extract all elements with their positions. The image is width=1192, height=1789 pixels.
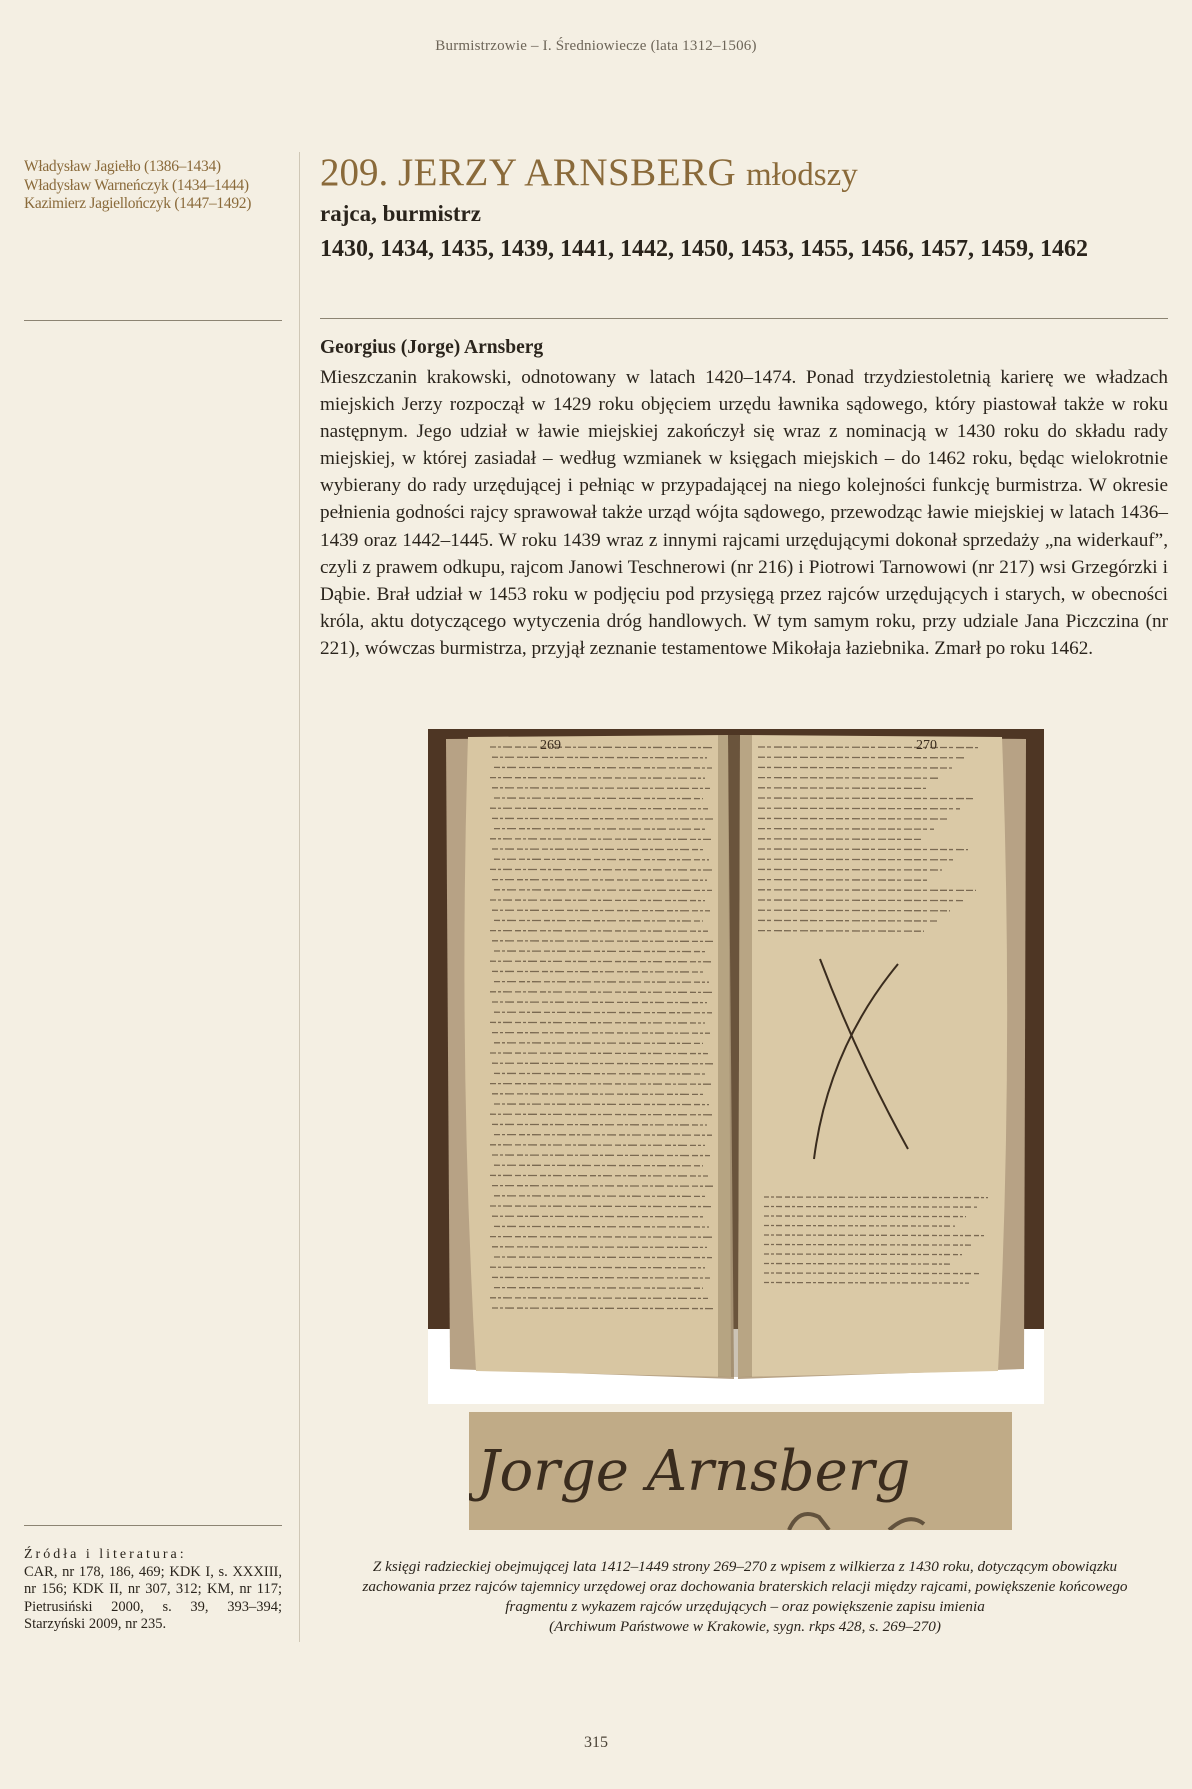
caption-line: fragmentu z wykazem rajców urzędujących – oraz powiększenie zapisu imienia (505, 1598, 985, 1615)
reign-warnenczyk: Władysław Warneńczyk (1434–1444) (24, 176, 249, 194)
signature-text: Jorge Arnsberg (477, 1439, 911, 1504)
sources-rule (24, 1525, 282, 1526)
entry-body: Mieszczanin krakowski, odnotowany w latach 1420–1474. Ponad trzydziestoletnią karierę we władzach miejskich Jerzy rozpoczął w 1429 roku objęciem urzędu ławnika sądowego, który piastował także w roku następnym. Jego udział w ławie miejskiej zakończył się wraz z nominacją w 1430 roku do składu rady miejskiej, w której zasiadał – według wzmianek w księgach miejskich – do 1462 roku, będąc wielokrotnie wybierany do rady urzędującej i pełniąc w przypadającej na niego kolejności funkcję burmistrza. W okresie pełnienia godności rajcy sprawował także urząd wójta sądowego, przewodząc ławie miejskiej w latach 1436–1439 oraz 1442–1445. W roku 1439 wraz z innymi rajcami urzędującymi dokonał sprzedaży „na widerkauf”, czyli z prawem odkupu, rajcom Janowi Teschnerowi (nr 216) i Piotrowi Tarnowowi (nr 217) wsi Grzegórzki i Dąbie. Brał udział w 1453 roku w podjęciu pod przysięgą przez rajców urzędujących i starych, w obecności króla, aktu dotyczącego wytyczenia dróg handlowych. W tym samym roku, przy udziale Jana Piczczina (nr 221), wówczas burmistrza, przyjął zeznanie testamentowe Mikołaja łaziebnika. Zmarł po roku 1462. (320, 367, 1168, 659)
sources-text: CAR, nr 178, 186, 469; KDK I, s. XXXIII, nr 156; KDK II, nr 307, 312; KM, nr 117; Pietrusiński 2000, s. 39, 393–394; Starzyński 2009, nr 235. (24, 1563, 282, 1632)
reign-jagiellonczyk: Kazimierz Jagiellończyk (1447–1492) (24, 195, 252, 212)
reign-jagiello: Władysław Jagiełło (1386–1434) (24, 158, 221, 175)
manuscript-photo (428, 729, 1044, 1404)
entry-role: rajca, burmistrz (320, 201, 481, 226)
folio-number-right: 270 (916, 738, 937, 753)
column-divider (299, 152, 300, 1642)
header-rule (320, 318, 1168, 319)
page-number: 315 (584, 1734, 608, 1751)
sources-label: Źródła i literatura: (24, 1547, 187, 1562)
latin-name: Georgius (Jorge) Arnsberg (320, 337, 544, 358)
folio-number-left: 269 (540, 738, 561, 753)
sources (24, 1546, 282, 1634)
sidebar (24, 158, 282, 214)
signature-photo (469, 1412, 1012, 1530)
caption-line: zachowania przez rajców tajemnicy urzędowej oraz dochowania braterskich relacji między rajcami, powiększenie końcowego (362, 1578, 1128, 1595)
entry-title (320, 150, 858, 198)
entry-suffix: młodszy (745, 157, 858, 193)
running-head: Burmistrzowie – I. Średniowiecze (lata 1312–1506) (435, 38, 757, 54)
caption-line: (Archiwum Państwowe w Krakowie, sygn. rkps 428, s. 269–270) (549, 1618, 941, 1635)
entry-years: 1430, 1434, 1435, 1439, 1441, 1442, 1450, 1453, 1455, 1456, 1457, 1459, 1462 (320, 236, 1088, 262)
caption-line: Z księgi radzieckiej obejmującej lata 1412–1449 strony 269–270 z wpisem z wilkierza z 1430 roku, dotyczącym obowiązku (372, 1558, 1118, 1575)
entry-number: 209. (320, 151, 389, 194)
entry-name: JERZY ARNSBERG (398, 151, 737, 194)
sidebar-top-rule (24, 320, 282, 321)
figure-caption (312, 1557, 1178, 1637)
